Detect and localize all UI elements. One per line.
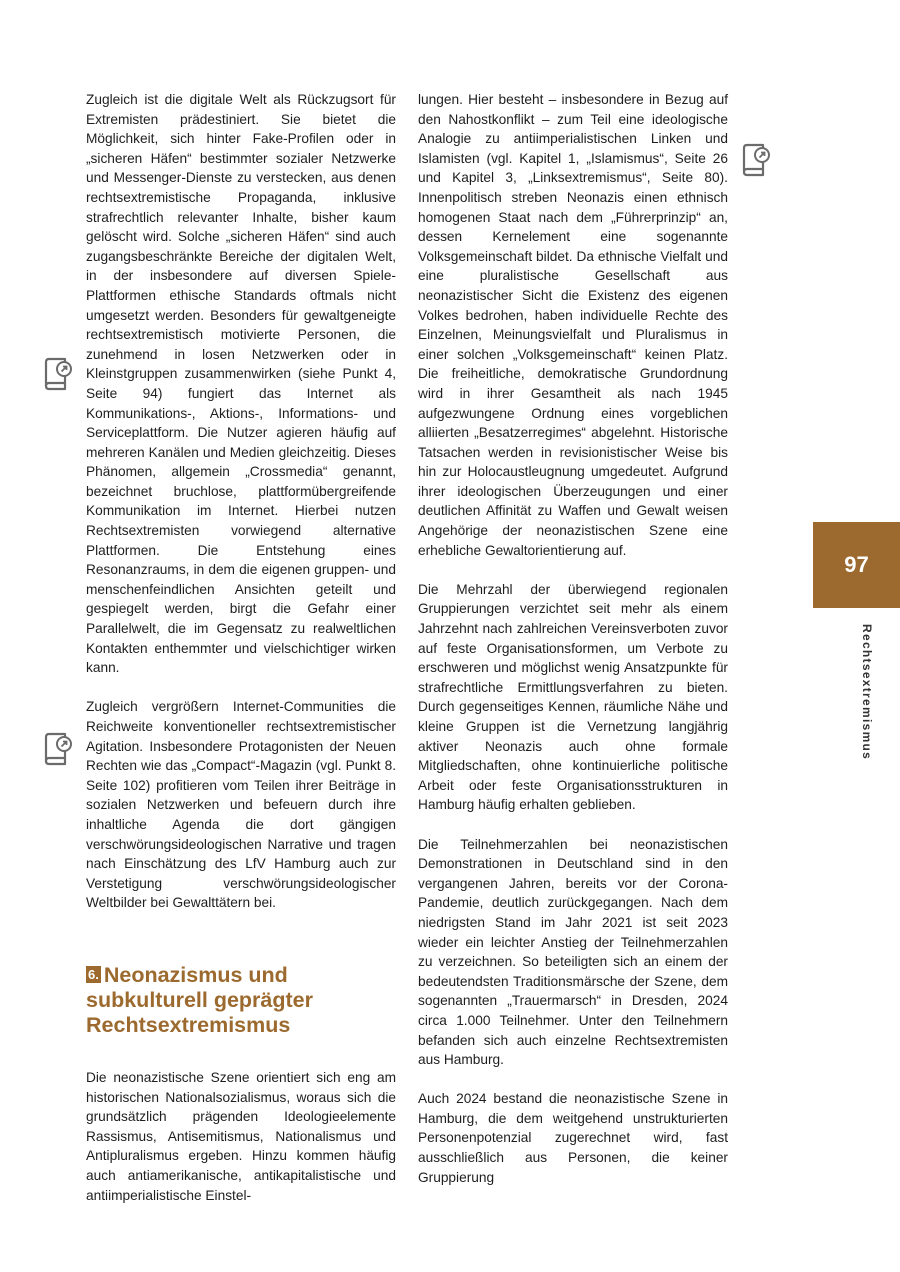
page-number: 97 [844,552,869,577]
paragraph-organisation: Die Mehrzahl der überwiegend regionalen Gruppierungen verzichtet seit mehr als einem Jahrzehnt nach zahlreichen Vereinsverboten zuvor auf feste Organisationsformen, um Verbote zu erschweren und möglichst wenig Ansatzpunkte für strafrechtliche Ermittlungsverfahren zu bieten. Durch gegenseitiges Kennen, räumliche Nähe und kleine Gruppen ist die Vernetzung langjährig aktiver Neonazis auch ohne formale Mitgliedschaften, ohne kontinuierliche politische Arbeit oder feste Organisationsstrukturen in Hamburg häufig erhalten geblieben. [418,581,728,813]
paragraph-internet-communities: Zugleich vergrößern Internet-Communities die Reichweite konventioneller rechtsextremistischer Agitation. Insbesondere Protagonisten der Neuen Rechten wie das „Compact“-Magazin (vgl. Punkt 8. Seite 102) profitieren vom Teilen ihrer Beiträge in sozialen Netzwerken und befeuern durch ihre inhaltliche Agenda die dort gängigen verschwörungsideologischen Narrative und tragen nach Einschätzung des LfV Hamburg auch zur Verstetigung verschwörungsideologischer Weltbilder bei Gewalttätern bei. [86,699,396,911]
right-column [418,90,728,1207]
left-column [86,90,396,1225]
chapter-label: Rechtsextremismus [860,624,874,761]
book-reference-icon[interactable] [41,356,73,392]
page-number-tab [813,522,900,608]
paragraph-hamburg-scene: Auch 2024 bestand die neonazistische Szene in Hamburg, die dem weitgehend unstrukturierten Personenpotenzial zugerechnet wird, fast ausschließlich aus Personen, die keiner Gruppierung [418,1091,728,1185]
paragraph-neonazi-intro: Die neonazistische Szene orientiert sich eng am historischen Nationalsozialismus, woraus sich die grundsätzlich prägenden Ideologieelemente Rassismus, Antisemitismus, Nationalismus und Antipluralismus ergeben. Hinzu kommen häufig auch antiamerikanische, antikapitalistische und antiimperialistische Einstel- [86,1069,396,1203]
section-heading [86,963,396,1038]
paragraph-demonstrations: Die Teilnehmerzahlen bei neonazistischen Demonstrationen in Deutschland sind in den vergangenen Jahren, bereits vor der Corona-Pandemie, deutlich zurückgegangen. Nach dem niedrigsten Stand im Jahr 2021 ist seit 2023 wieder ein leichter Anstieg der Teilnehmerzahlen zu verzeichnen. So beteiligten sich an einem der bedeutendsten Traditionsmärsche der Szene, dem sogenannten „Trauermarsch“ in Dresden, 2024 circa 1.000 Teilnehmer. Unter den Teilnehmern befanden sich auch einzelne Rechtsextremisten aus Hamburg. [418,836,728,1068]
section-title: Neonazismus und subkulturell geprägter Rechtsextremismus [86,962,313,1037]
book-reference-icon[interactable] [739,142,771,178]
paragraph-ideology: lungen. Hier besteht – insbesondere in Bezug auf den Nahostkonflikt – zum Teil eine ideologische Analogie zu antiimperialistischen Linken und Islamisten (vgl. Kapitel 1, „Islamismus“, Seite 26 und Kapitel 3, „Linksextremismus“, Seite 80). Innenpolitisch streben Neonazis einen ethnisch homogenen Staat nach dem „Führerprinzip“ an, dessen Kernelement eine sogenannte Volksgemeinschaft bildet. Da ethnische Vielfalt und eine pluralistische Gesellschaft aus neonazistischer Sicht die Existenz des eigenen Volkes bedrohen, haben individuelle Rechte des Einzelnen, Meinungsvielfalt und Pluralismus in einer solchen „Volksgemeinschaft“ keinen Platz. Die freiheitliche, demokratische Grundordnung wird in ihrer Gesamtheit als nach 1945 aufgezwungene Ordnung eines vorgeblichen alliierten „Besatzerregimes“ abgelehnt. Historische Tatsachen werden in revisionistischer Weise bis hin zur Holocaustleugnung umgedeutet. Aufgrund ihrer ideologischen Überzeugungen und einer deutlichen Affinität zu Waffen und Gewalt weisen Angehörige der neonazistischen Szene eine erhebliche Gewaltorientierung auf. [418,92,728,558]
paragraph-digital-refuge: Zugleich ist die digitale Welt als Rückzugsort für Extremisten prädestiniert. Sie bietet die Möglichkeit, sich hinter Fake-Profilen oder in „sicheren Häfen“ bestimmter sozialer Netzwerke und Messenger-Dienste zu verstecken, aus denen rechtsextremistische Propaganda, inklusive strafrechtlich relevanter Inhalte, bisher kaum gelöscht wird. Solche „sicheren Häfen“ sind auch zugangsbeschränkte Bereiche der digitalen Welt, in der insbesondere auf diversen Spiele-Plattformen ethische Standards oftmals nicht umgesetzt werden. Besonders für gewaltgeneigte rechtsextremistisch motivierte Personen, die zunehmend in losen Netzwerken oder in Kleinstgruppen zusammenwirken (siehe Punkt 4, Seite 94) fungiert das Internet als Kommunikations-, Aktions-, Informations- und Serviceplattform. Die Nutzer agieren häufig auf mehreren Kanälen und Medien gleichzeitig. Dieses Phänomen, allgemein „Crossmedia“ genannt, bezeichnet bruchlose, plattformübergreifende Kommunikation im Internet. Hierbei nutzen Rechtsextremisten vorwiegend alternative Plattformen. Die Entstehung eines Resonanzraums, in dem die eigenen gruppen- und menschenfeindlichen Ansichten geteilt und gespiegelt werden, birgt die Gefahr einer Parallelwelt, die im Gegensatz zu realweltlichen Kontakten enthemmter und vielschichtiger wirken kann. [86,92,396,676]
book-reference-icon[interactable] [41,731,73,767]
section-number-badge: 6. [88,966,99,982]
